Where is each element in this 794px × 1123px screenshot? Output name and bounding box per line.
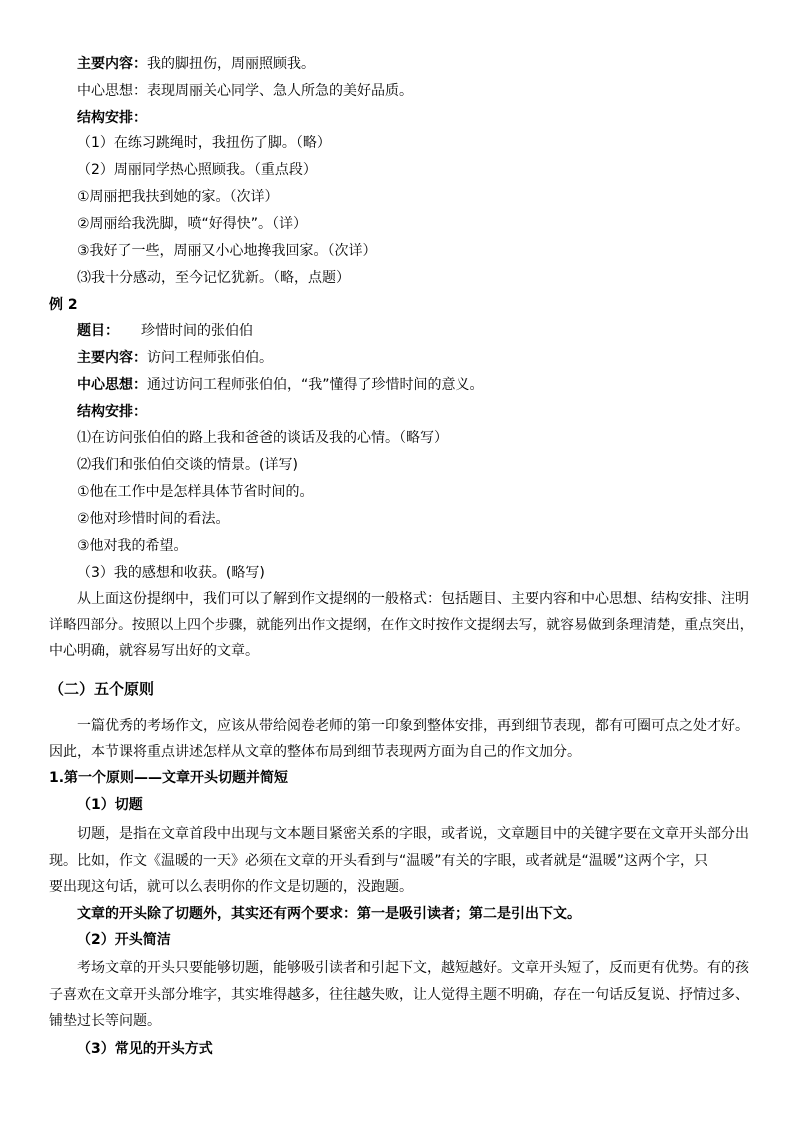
ex2-main-label: 主要内容： (77, 350, 147, 366)
ex1-item: （1）在练习跳绳时，我扭伤了脚。（略） (77, 135, 331, 151)
ex1-item: ③我好了一些，周丽又小心地搀我回家。（次详） (77, 243, 377, 259)
sub-heading-2: （2）开头简洁 (77, 932, 171, 948)
intro-line: 一篇优秀的考场作文，应该从带给阅卷老师的第一印象到整体安排，再到细节表现，都有可圈可点之处才好。 (77, 718, 749, 734)
section-heading: （二）五个原则 (49, 680, 155, 698)
intro-line: 因此，本节课将重点讲述怎样从文章的整体布局到细节表现两方面为自己的作文加分。 (49, 744, 581, 760)
sub-heading-1: （1）切题 (77, 797, 143, 813)
ex2-item: ③他对我的希望。 (77, 538, 188, 554)
ex2-title-label: 题目： (77, 323, 119, 339)
ex1-main-content (77, 54, 315, 74)
bold-requirement-line: 文章的开头除了切题外，其实还有两个要求：第一是吸引读者；第二是引出下文。 (77, 906, 581, 922)
ex2-title-text: 珍惜时间的张伯伯 (141, 323, 253, 339)
ex1-item: ①周丽把我扶到她的家。（次详） (77, 189, 279, 205)
ex2-center-label: 中心思想： (77, 377, 147, 393)
summary-line: 从上面这份提纲中，我们可以了解到作文提纲的一般格式：包括题目、主要内容和中心思想、结构安排、注明 (77, 591, 749, 607)
ex2-center-idea (77, 375, 484, 395)
principle-1-heading: 1.第一个原则——文章开头切题并简短 (49, 770, 289, 786)
ex2-item: ①他在工作中是怎样具体节省时间的。 (77, 484, 314, 500)
ex1-main-text: 我的脚扭伤，周丽照顾我。 (147, 56, 315, 72)
summary-line: 中心明确，就容易写出好的文章。 (49, 643, 259, 659)
ex2-title (77, 321, 253, 341)
sub1-line: 切题，是指在文章首段中出现与文本题目紧密关系的字眼，或者说，文章题目中的关键字要在文章开头部分出 (77, 826, 749, 842)
summary-line: 详略四部分。按照以上四个步骤，就能列出作文提纲，在作文时按作文提纲去写，就容易做到条理清楚，重点突出， (49, 617, 754, 633)
ex1-center-label: 中心思想： (77, 83, 147, 99)
ex2-item: ⑵我们和张伯伯交谈的情景。(详写) (77, 457, 298, 473)
sub2-line: 考场文章的开头只要能够切题，能够吸引读者和引起下文，越短越好。文章开头短了，反而更有优势。有的孩 (77, 960, 749, 976)
ex1-item: ⑶我十分感动，至今记忆犹新。（略，点题） (77, 270, 350, 286)
ex2-main-content (77, 348, 273, 368)
ex2-item: （3）我的感想和收获。(略写) (77, 565, 265, 581)
ex2-main-text: 访问工程师张伯伯。 (147, 350, 273, 366)
ex1-item: （2）周丽同学热心照顾我。（重点段） (77, 162, 317, 178)
ex2-center-text: 通过访问工程师张伯伯，“我”懂得了珍惜时间的意义。 (147, 377, 484, 393)
sub1-line: 现。比如，作文《温暖的一天》必须在文章的开头看到与“温暖”有关的字眼，或者就是“温暖”这两个字，只 (49, 853, 709, 869)
sub2-line: 铺垫过长等问题。 (49, 1013, 161, 1029)
ex2-structure-label: 结构安排： (77, 404, 147, 420)
sub2-line: 子喜欢在文章开头部分堆字，其实堆得越多，往往越失败，让人觉得主题不明确，存在一句话反复说、抒情过多、 (49, 987, 749, 1003)
ex2-heading: 例 2 (49, 297, 78, 313)
ex1-structure-label: 结构安排： (77, 110, 147, 126)
ex1-main-label: 主要内容： (77, 56, 147, 72)
ex2-item: ②他对珍惜时间的看法。 (77, 511, 230, 527)
ex1-item: ②周丽给我洗脚，喷“好得快”。（详） (77, 216, 308, 232)
ex1-center-idea (77, 81, 413, 101)
ex2-item: ⑴在访问张伯伯的路上我和爸爸的谈话及我的心情。（略写） (77, 430, 448, 446)
sub1-line: 要出现这句话，就可以么表明你的作文是切题的，没跑题。 (49, 879, 413, 895)
sub-heading-3: （3）常见的开头方式 (77, 1041, 213, 1057)
ex1-center-text: 表现周丽关心同学、急人所急的美好品质。 (147, 83, 413, 99)
